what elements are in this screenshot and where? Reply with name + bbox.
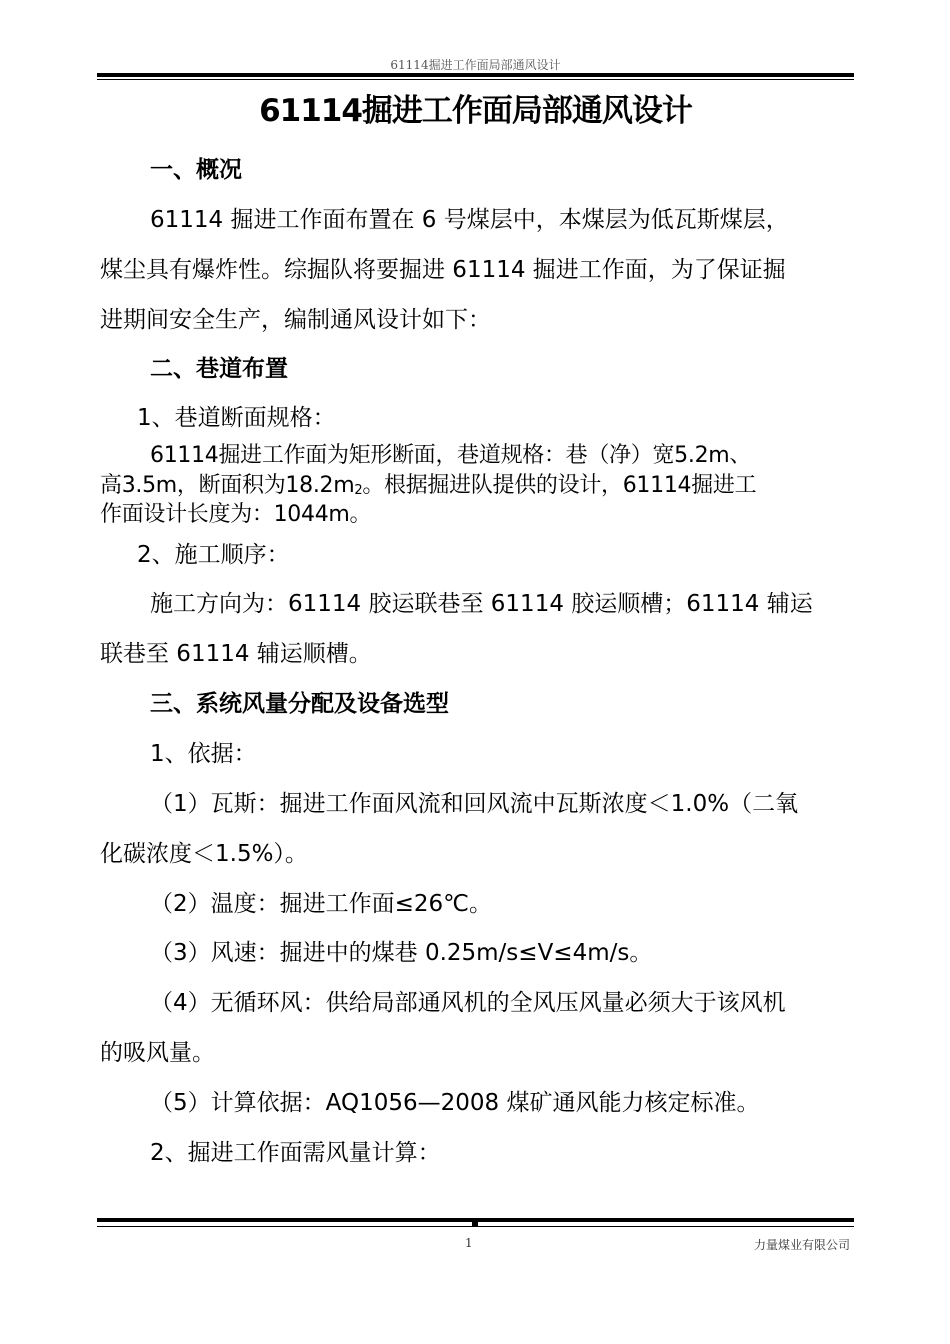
overview-line-2: 煤尘具有爆炸性。综掘队将要掘进 61114 掘进工作面，为了保证掘	[100, 257, 786, 283]
section-heading-airflow: 三、系统风量分配及设备选型	[150, 691, 449, 717]
company-name: 力量煤业有限公司	[753, 1238, 850, 1252]
section-design-text: 。根据掘进队提供的设计，61114掘进工	[362, 473, 757, 498]
basis-line-6: 的吸风量。	[100, 1040, 215, 1066]
overview-line-3: 进期间安全生产，编制通风设计如下：	[100, 307, 491, 333]
layout-item2-line-2: 联巷至 61114 辅运顺槽。	[100, 641, 372, 667]
layout-item2-line-1: 施工方向为：61114 胶运联巷至 61114 胶运顺槽；61114 辅运	[150, 591, 813, 617]
basis-line-7: （5）计算依据：AQ1056—2008 煤矿通风能力核定标准。	[150, 1090, 760, 1116]
layout-item1-line-2	[100, 471, 756, 501]
basis-line-2: 化碳浓度＜1.5%）。	[100, 841, 308, 867]
layout-item1-label: 1、巷道断面规格：	[137, 405, 336, 431]
basis-line-5: （4）无循环风：供给局部通风机的全风压风量必须大于该风机	[150, 990, 786, 1016]
basis-line-3: （2）温度：掘进工作面≤26℃。	[150, 891, 493, 917]
layout-item2-label: 2、施工顺序：	[137, 542, 290, 568]
header-rule-thin	[97, 79, 854, 80]
basis-line-1: （1）瓦斯：掘进工作面风流和回风流中瓦斯浓度＜1.0%（二氧	[150, 791, 799, 817]
airflow-calc-label: 2、掘进工作面需风量计算：	[150, 1140, 441, 1166]
layout-item1-line-3: 作面设计长度为：1044m。	[100, 502, 372, 527]
header-rule-thick	[97, 73, 854, 77]
overview-line-1: 61114 掘进工作面布置在 6 号煤层中，本煤层为低瓦斯煤层，	[150, 207, 789, 233]
basis-line-4: （3）风速：掘进中的煤巷 0.25m/s≤V≤4m/s。	[150, 940, 653, 966]
page-number: 1	[465, 1236, 473, 1250]
area-subscript: 2	[354, 483, 363, 498]
airflow-basis-label: 1、依据：	[150, 741, 257, 767]
footer-marker	[472, 1222, 478, 1227]
section-heading-overview: 一、概况	[150, 157, 242, 183]
running-header: 61114掘进工作面局部通风设计	[390, 58, 561, 72]
document-title: 61114掘进工作面局部通风设计	[259, 93, 692, 129]
section-area-text: 高3.5m，断面积为18.2m	[100, 473, 355, 498]
section-heading-layout: 二、巷道布置	[150, 356, 288, 382]
layout-item1-line-1: 61114掘进工作面为矩形断面，巷道规格：巷（净）宽5.2m、	[150, 443, 752, 468]
